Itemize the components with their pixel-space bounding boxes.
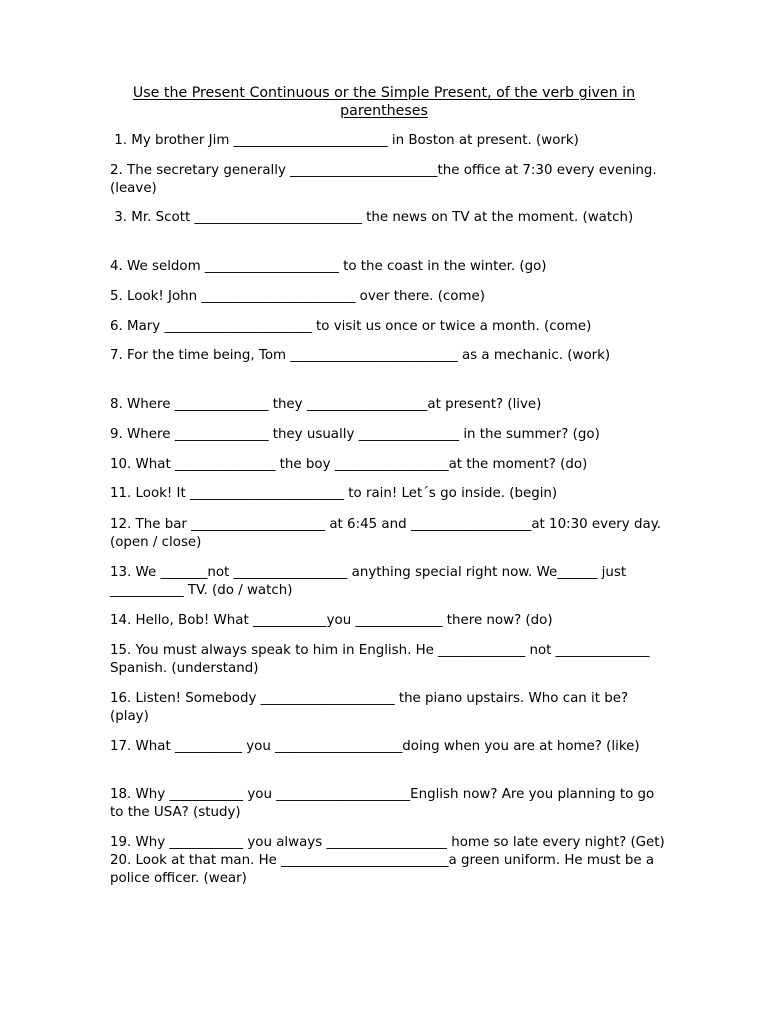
exercise-16: 16. Listen! Somebody ____________________ the piano upstairs. Who can it be? (play) (110, 691, 633, 724)
exercise-2: 2. The secretary generally ______________________the office at 7:30 every evening. (leave) (110, 163, 661, 196)
exercise-5: 5. Look! John _______________________ over there. (come) (110, 289, 485, 304)
exercise-18: 18. Why ___________ you ____________________English now? Are you planning to go to the USA? (study) (110, 787, 659, 820)
exercise-6: 6. Mary ______________________ to visit us once or twice a month. (come) (110, 319, 592, 334)
worksheet-title (110, 84, 658, 120)
exercise-9: 9. Where ______________ they usually _______________ in the summer? (go) (110, 427, 600, 442)
exercise-17: 17. What __________ you ___________________doing when you are at home? (like) (110, 739, 640, 754)
exercise-7: 7. For the time being, Tom _________________________ as a mechanic. (work) (110, 348, 611, 363)
exercise-8: 8. Where ______________ they __________________at present? (live) (110, 397, 542, 412)
exercise-14: 14. Hello, Bob! What ___________you _____________ there now? (do) (110, 613, 553, 628)
exercise-19-20: 19. Why ___________ you always __________________ home so late every night? (Get) 20. Look at that man. He _________________________a green uniform. He must be a police officer. (wear) (110, 835, 670, 886)
exercise-13: 13. We _______not _________________ anything special right now. We______ just ___________ TV. (do / watch) (110, 565, 631, 598)
exercise-1: 1. My brother Jim _______________________ in Boston at present. (work) (110, 133, 579, 148)
exercise-12: 12. The bar ____________________ at 6:45 and __________________at 10:30 every day. (open / close) (110, 517, 666, 550)
exercise-15: 15. You must always speak to him in English. He _____________ not ______________ Spanish. (understand) (110, 643, 654, 676)
exercise-11: 11. Look! It _______________________ to rain! Let´s go inside. (begin) (110, 486, 558, 501)
worksheet-title-text: Use the Present Continuous or the Simple Present, of the verb given in parentheses (132, 85, 636, 119)
exercise-10: 10. What _______________ the boy _________________at the moment? (do) (110, 457, 588, 472)
exercise-3: 3. Mr. Scott _________________________ the news on TV at the moment. (watch) (110, 210, 634, 225)
exercise-4: 4. We seldom ____________________ to the coast in the winter. (go) (110, 259, 547, 274)
